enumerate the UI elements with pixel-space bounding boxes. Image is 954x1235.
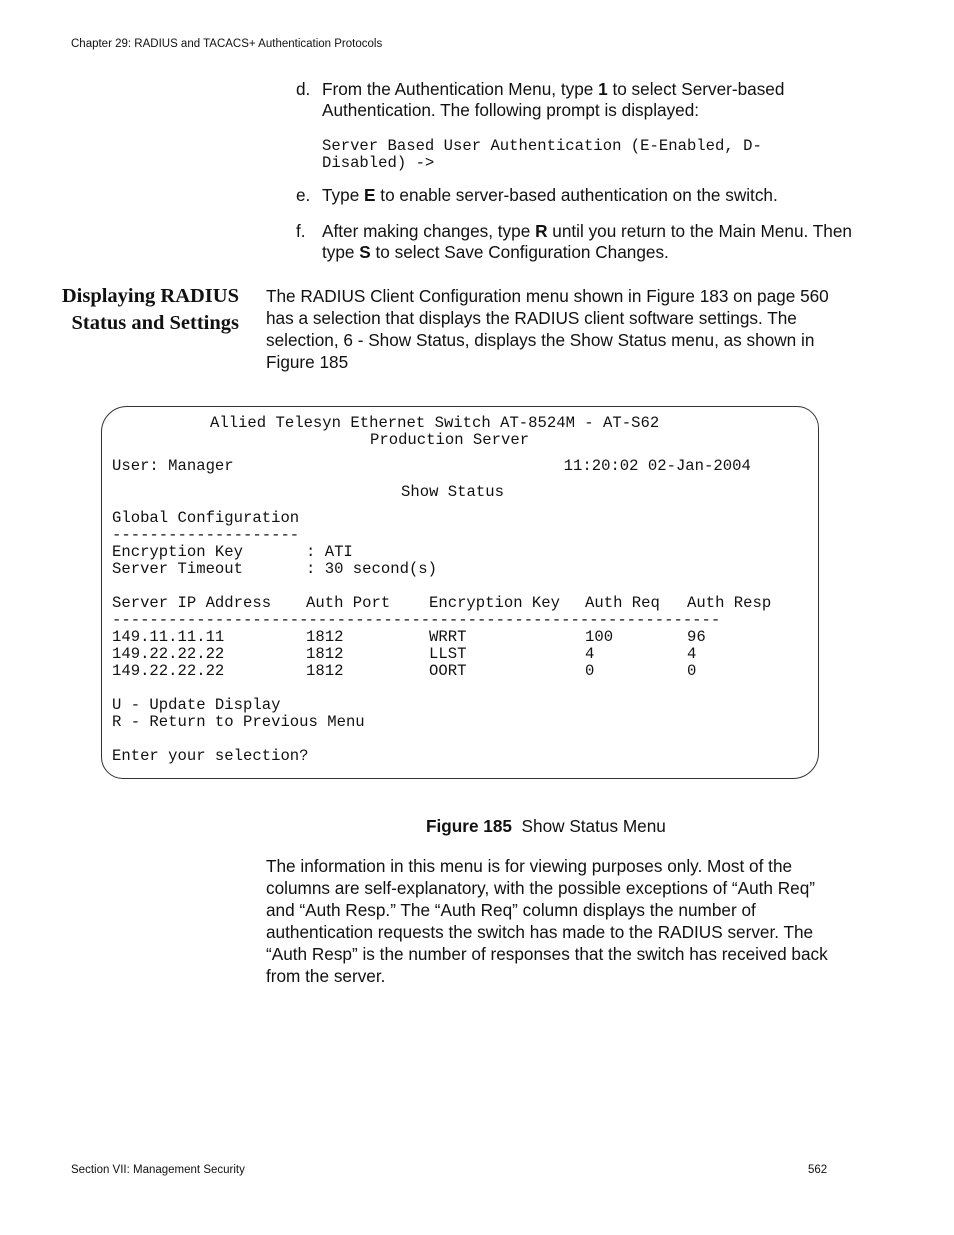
timestamp: 11:20:02 02-Jan-2004 bbox=[563, 457, 751, 475]
selection-prompt[interactable]: Enter your selection? bbox=[112, 747, 309, 765]
option-return-previous-menu[interactable]: R - Return to Previous Menu bbox=[112, 713, 365, 731]
prompt-line: Disabled) -> bbox=[322, 154, 435, 172]
encryption-key-label: Encryption Key bbox=[112, 543, 244, 561]
menu-title: Show Status bbox=[401, 483, 504, 501]
step-text: Type E to enable server-based authentication on the switch. bbox=[322, 185, 778, 205]
step-letter: e. bbox=[296, 185, 311, 205]
explanation-paragraph: The information in this menu is for viewing purposes only. Most of the columns are self-explanatory, with the possible exceptions of “Auth Req” and “Auth Resp.” The “Auth Req” column displays the number of authentication requests the switch has made to the RADIUS server. The “Auth Resp” is the number of responses that the switch has received back from the server. bbox=[266, 856, 828, 986]
figure-title: Show Status Menu bbox=[521, 816, 666, 836]
column-header: Server IP Address bbox=[112, 594, 272, 612]
server-timeout-value: 30 second(s) bbox=[324, 560, 438, 578]
column-header: Auth Port bbox=[306, 594, 391, 612]
column-header: Auth Resp bbox=[687, 594, 772, 612]
option-update-display[interactable]: U - Update Display bbox=[112, 696, 281, 714]
figure-label: Figure 185 bbox=[426, 816, 512, 836]
prompt-block bbox=[322, 138, 762, 172]
section-heading: Displaying RADIUS Status and Settings bbox=[61, 285, 239, 334]
screen-subtitle: Production Server bbox=[370, 431, 530, 449]
column-header: Encryption Key bbox=[429, 594, 561, 612]
table-rule: ----------------------------------------------------------------- bbox=[112, 611, 721, 629]
table-row: 149.22.22.22 1812 OORT 0 0 bbox=[112, 662, 697, 680]
step-letter: f. bbox=[296, 221, 306, 241]
page-number: 562 bbox=[808, 1164, 828, 1176]
global-config-rule: -------------------- bbox=[112, 526, 300, 544]
screen-title: Allied Telesyn Ethernet Switch AT-8524M - AT-S62 bbox=[210, 414, 660, 432]
step-text: From the Authentication Menu, type 1 to select Server-based Authentication. The following prompt is displayed: bbox=[322, 79, 785, 120]
step-letter: d. bbox=[296, 79, 311, 99]
footer-section: Section VII: Management Security bbox=[71, 1164, 245, 1176]
global-config-heading: Global Configuration bbox=[112, 509, 300, 527]
step-text: After making changes, type R until you return to the Main Menu. Then type S to select Save Configuration Changes. bbox=[322, 221, 852, 262]
terminal-screen: Allied Telesyn Ethernet Switch AT-8524M - AT-S62 Production Server User: Manager 11:20:02 02-Jan-2004 Show Status Global Configuration -------------------- Encryption Key : ATI Server Timeout : 30 second(s) Server IP Address Auth Port Encryption Key Auth Req Auth Resp ----------------------------------------------------------------- 149.11.11.11 1812 WRRT 100 96 149.22.22.22 1812 LLST 4 4 149.22.22.22 1812 OORT 0 0 U - Update Display R - Return to Previous Menu Enter your selection? bbox=[112, 414, 772, 765]
encryption-key-value: ATI bbox=[324, 543, 353, 561]
intro-paragraph: The RADIUS Client Configuration menu shown in Figure 183 on page 560 has a selection that displays the RADIUS client software settings. The selection, 6 - Show Status, displays the Show Status menu, as shown in Figure 185 bbox=[266, 286, 829, 372]
table-row: 149.11.11.11 1812 WRRT 100 96 bbox=[112, 628, 706, 646]
server-timeout-label: Server Timeout bbox=[112, 560, 244, 578]
running-header: Chapter 29: RADIUS and TACACS+ Authentication Protocols bbox=[71, 38, 383, 50]
figure-caption bbox=[426, 816, 666, 837]
user-label: User: Manager bbox=[112, 457, 234, 475]
column-header: Auth Req bbox=[585, 594, 660, 612]
table-row: 149.22.22.22 1812 LLST 4 4 bbox=[112, 645, 697, 663]
prompt-line: Server Based User Authentication (E-Enabled, D- bbox=[322, 137, 762, 155]
